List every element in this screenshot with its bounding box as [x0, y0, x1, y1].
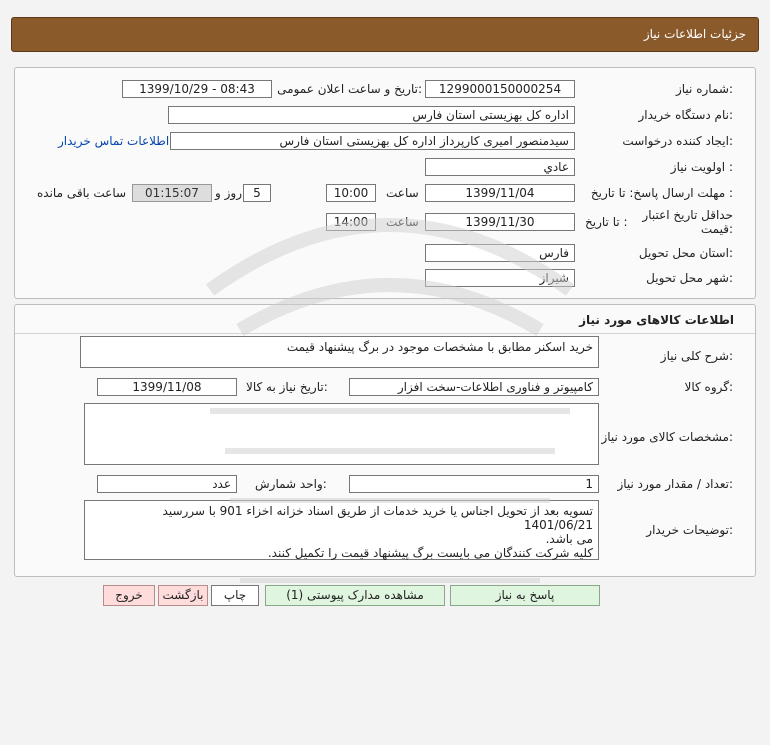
requester-label: ایجاد کننده درخواست: [622, 134, 733, 148]
days-field: 5 [243, 184, 271, 202]
back-button[interactable]: بازگشت [158, 585, 208, 606]
unit-label: واحد شمارش: [255, 477, 327, 491]
section-divider [15, 333, 755, 334]
general-desc-field: خرید اسکنر مطابق با مشخصات موجود در برگ پیشنهاد قیمت [80, 336, 599, 368]
print-button[interactable]: چاپ [211, 585, 259, 606]
validity-label-line1: حداقل تاریخ اعتبار [642, 208, 733, 222]
attachments-button[interactable]: مشاهده مدارک پیوستی (1) [265, 585, 445, 606]
deadline-date-field: 1399/11/04 [425, 184, 575, 202]
deadline-time-label: ساعت [386, 186, 419, 200]
specs-field [84, 403, 599, 465]
priority-field: عادي [425, 158, 575, 176]
deadline-time-field: 10:00 [326, 184, 376, 202]
exit-button[interactable]: خروج [103, 585, 155, 606]
buyer-org-label: نام دستگاه خریدار: [638, 108, 733, 122]
general-desc-label: شرح کلی نیاز: [660, 349, 733, 363]
buyer-contact-link[interactable]: اطلاعات تماس خریدار [58, 134, 170, 148]
goods-group-field: کامپیوتر و فناوری اطلاعات-سخت افزار [349, 378, 599, 396]
need-number-field: 1299000150000254 [425, 80, 575, 98]
province-field: فارس [425, 244, 575, 262]
reply-button[interactable]: پاسخ به نیاز [450, 585, 600, 606]
buyer-notes-line-2: می باشد. [545, 532, 593, 546]
province-label: استان محل تحویل: [638, 246, 733, 260]
qty-label: تعداد / مقدار مورد نیاز: [617, 477, 733, 491]
goods-group-label: گروه کالا: [684, 380, 733, 394]
buyer-notes-line-1: تسویه بعد از تحویل اجناس یا خرید خدمات از طریق اسناد خزانه اخزاء 901 با سررسید 1401/06/21 [162, 504, 593, 532]
need-date-label: تاریخ نیاز به کالا: [246, 380, 328, 394]
remaining-label: ساعت باقی مانده [37, 186, 127, 200]
buyer-notes-field [84, 500, 599, 560]
buyer-notes-label: توضیحات خریدار: [646, 523, 733, 537]
announce-label: تاریخ و ساعت اعلان عمومی: [277, 82, 422, 96]
deadline-label: مهلت ارسال پاسخ: تا تاریخ : [590, 186, 733, 200]
days-label: روز و [215, 186, 242, 200]
qty-field: 1 [349, 475, 599, 493]
validity-to-label: تا تاریخ : [585, 215, 628, 229]
need-date-field: 1399/11/08 [97, 378, 237, 396]
requester-field: سیدمنصور امیری کارپرداز اداره کل بهزیستی استان فارس [170, 132, 575, 150]
validity-time-label: ساعت [386, 215, 419, 229]
buyer-notes-line-3: کلیه شرکت کنندگان می بایست برگ پیشنهاد قیمت را تکمیل کنند. [267, 546, 593, 560]
details-panel [14, 67, 756, 299]
page-header [11, 17, 759, 52]
page-title: جزئیات اطلاعات نیاز [643, 27, 746, 41]
city-label: شهر محل تحویل: [646, 271, 733, 285]
validity-date-field: 1399/11/30 [425, 213, 575, 231]
unit-field: عدد [97, 475, 237, 493]
validity-time-field: 14:00 [326, 213, 376, 231]
need-number-label: شماره نیاز: [675, 82, 733, 96]
buyer-org-field: اداره کل بهزیستی استان فارس [168, 106, 575, 124]
city-field: شیراز [425, 269, 575, 287]
announce-field: 1399/10/29 - 08:43 [122, 80, 272, 98]
specs-label: مشخصات کالای مورد نیاز: [601, 430, 733, 444]
goods-section-title: اطلاعات کالاهای مورد نیاز [579, 313, 734, 327]
priority-label: اولویت نیاز : [670, 160, 733, 174]
validity-label-line2: قیمت: [700, 222, 733, 236]
remaining-time-field: 01:15:07 [132, 184, 212, 202]
